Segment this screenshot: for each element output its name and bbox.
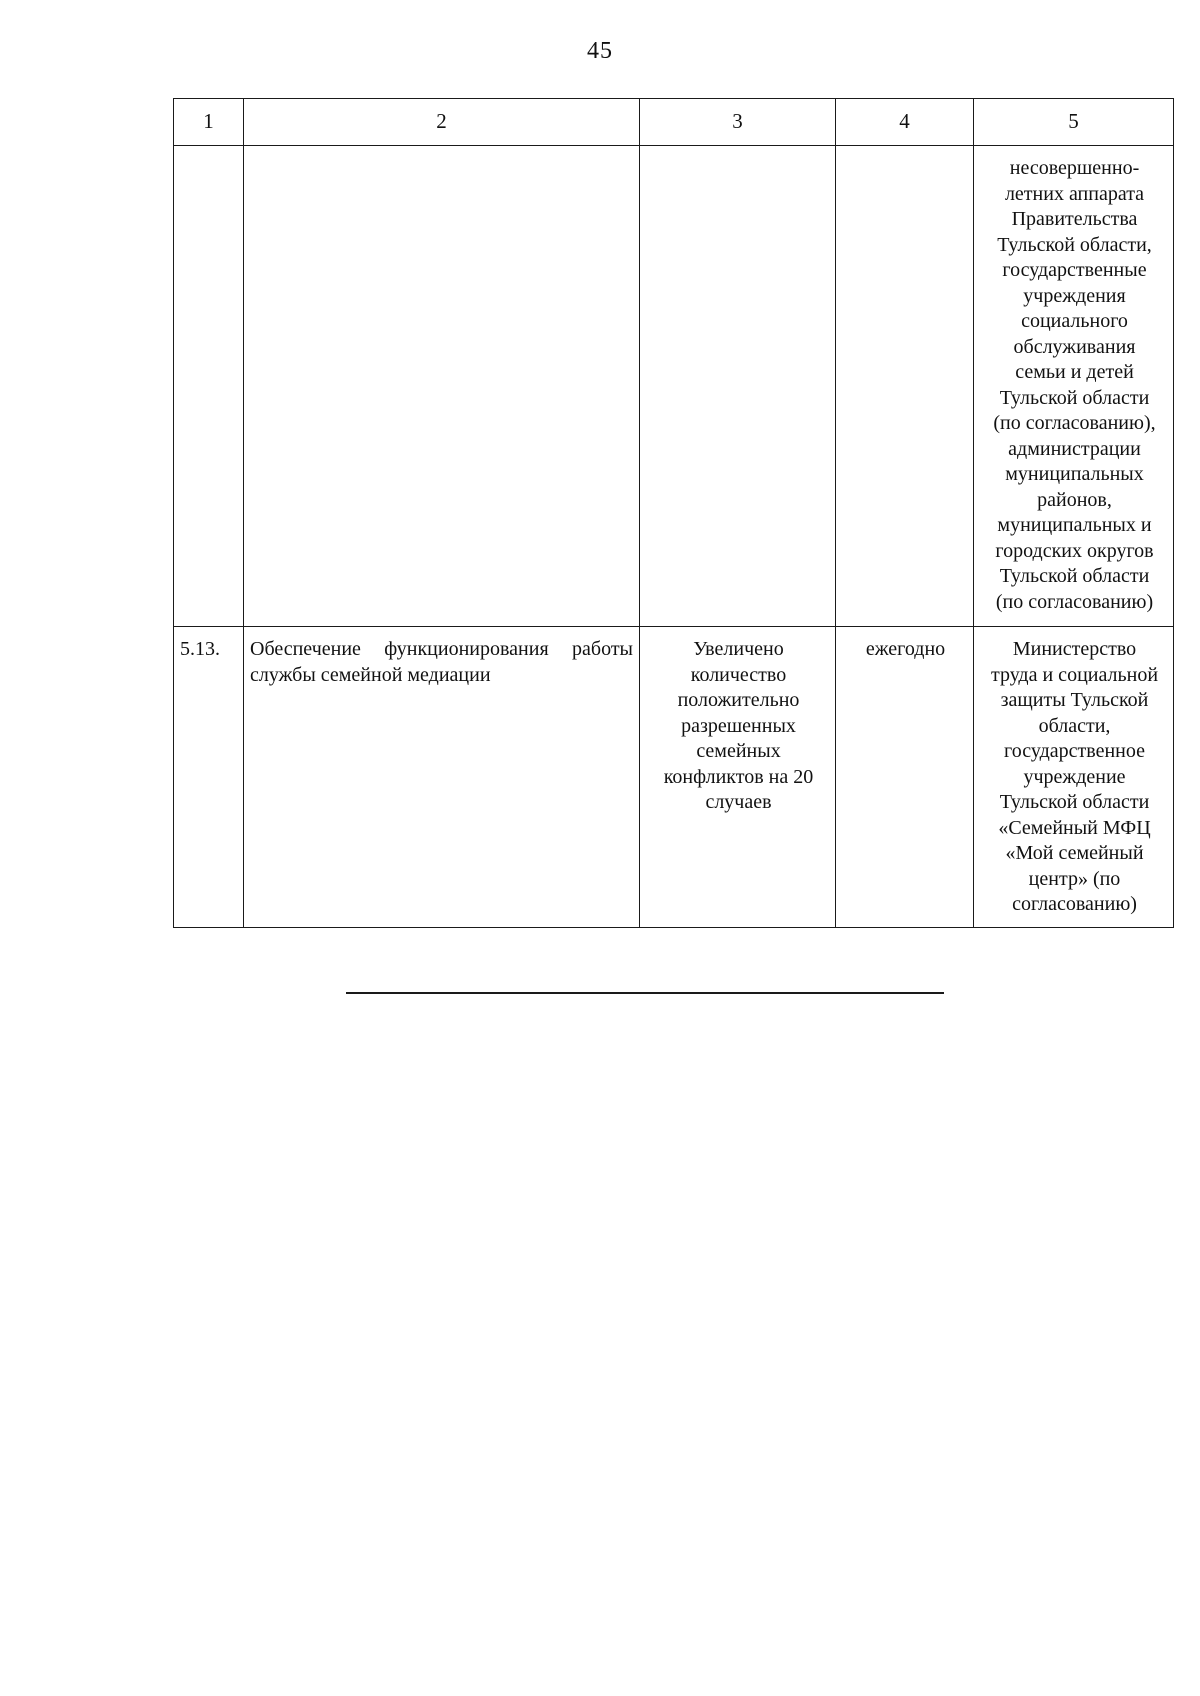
measures-table [173,98,1174,928]
deadline-text: ежегодно [865,638,946,660]
measure-text: Обеспечение функционирования работы службы семейной медиации [250,638,633,686]
header-col-1: 1 [174,99,244,146]
continued-cell-3 [640,146,836,627]
table-row-continued [174,146,1174,627]
header-col-4: 4 [836,99,974,146]
table-header-row [174,99,1174,146]
row-number: 5.13. [180,638,220,660]
row-number-cell [174,627,244,928]
page-number: 45 [587,38,613,64]
table-row-5-13 [174,627,1174,928]
continued-cell-1 [174,146,244,627]
continued-responsible-text: несовершенно- летних аппарата Правительства Тульской области, государственные учреждения социального обслуживания семьи и детей Тульской области (по согласованию), администрации муниципальных районов, муниципальных и городских округов Тульской области (по согласованию) [993,157,1156,613]
header-col-2: 2 [244,99,640,146]
responsible-text: Министерство труда и социальной защиты Тульской области, государственное учреждение Тульской области «Семейный МФЦ «Мой семейный центр» (по согласованию) [990,638,1159,915]
end-of-document-line [346,992,944,994]
continued-cell-responsible [974,146,1174,627]
deadline-cell [836,627,974,928]
result-text: Увеличено количество положительно разрешенных семейных конфликтов на 20 случаев [663,638,814,813]
responsible-cell [974,627,1174,928]
header-col-3: 3 [640,99,836,146]
measure-cell [244,627,640,928]
result-cell [640,627,836,928]
continued-cell-4 [836,146,974,627]
continued-cell-2 [244,146,640,627]
header-col-5: 5 [974,99,1174,146]
